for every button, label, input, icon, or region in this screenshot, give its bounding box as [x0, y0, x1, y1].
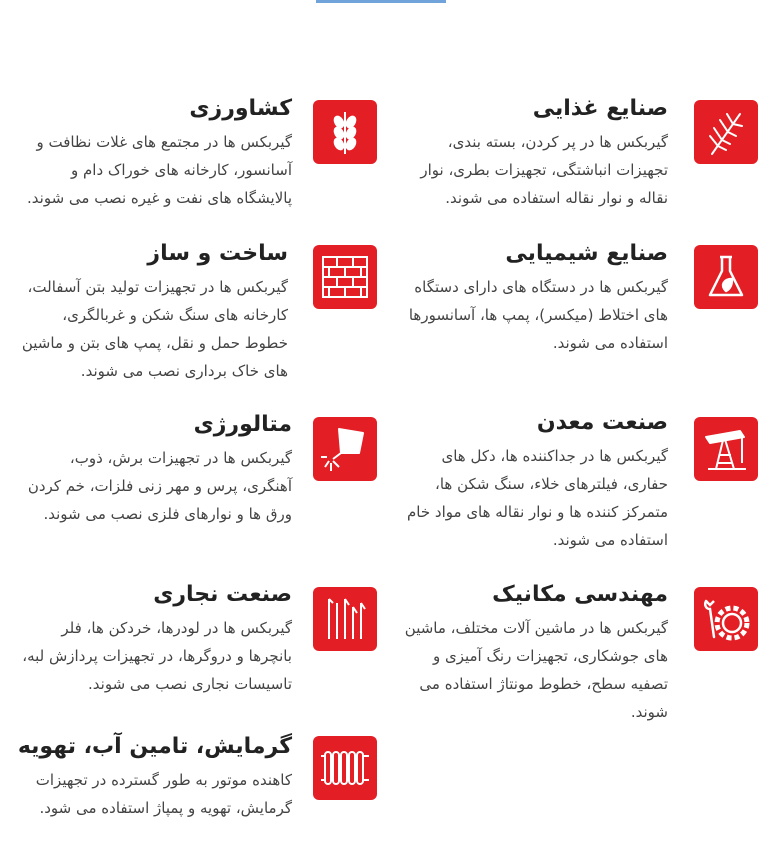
industry-description: گیربکس ها در مجتمع های غلات نظافت و آسانسور، کارخانه های خوراک دام و پالایشگاه های نفت و غیره نصب می شوند.	[27, 133, 292, 207]
industry-title: گرمایش، تامین آب، تهویه	[17, 734, 292, 759]
industry-description: گیربکس ها در پر کردن، بسته بندی، تجهیزات انباشتگی، تجهیزات بطری، نوار نقاله و نوار نقاله استفاده می شوند.	[420, 133, 668, 207]
industry-title: صنایع غذایی	[532, 96, 668, 121]
industry-description: گیربکس ها در تجهیزات تولید بتن آسفالت، کارخانه های سنگ شکن و غربالگری، خطوط حمل و نقل، پمپ های بتن و ماشین های خاک برداری نصب می شوند.	[21, 278, 288, 380]
industry-title: ساخت و ساز	[147, 241, 288, 266]
industry-description: کاهنده موتور به طور گسترده در تجهیزات گرمایش، تهویه و پمپاژ استفاده می شود.	[35, 771, 292, 817]
top-accent-bar	[316, 0, 446, 3]
wheat-icon	[694, 100, 758, 164]
industry-title: مهندسی مکانیک	[492, 582, 668, 607]
industry-description: گیربکس ها در لودرها، خردکن ها، فلر بانچرها و دروگرها، در تجهیزات پردازش لبه، تاسیسات نجاری نصب می شوند.	[22, 619, 292, 693]
industry-title: متالورژی	[193, 412, 292, 437]
gear-wrench-icon	[694, 587, 758, 651]
industry-title: کشاورزی	[189, 96, 292, 121]
lumber-icon	[313, 587, 377, 651]
grain-icon	[313, 100, 377, 164]
industry-description: گیربکس ها در جداکننده ها، دکل های حفاری، فیلترهای خلاء، سنگ شکن ها، متمرکز کننده ها و نوار نقاله های مواد خام استفاده می شوند.	[407, 447, 668, 549]
industry-description: گیربکس ها در دستگاه های دارای دستگاه های اختلاط (میکسر)، پمپ ها، آسانسورها استفاده می شوند.	[408, 278, 668, 352]
oil-pump-icon	[694, 417, 758, 481]
industry-title: صنایع شیمیایی	[505, 241, 668, 266]
brick-wall-icon	[313, 245, 377, 309]
industry-title: صنعت معدن	[536, 410, 668, 435]
ladle-icon	[313, 417, 377, 481]
industry-title: صنعت نجاری	[153, 582, 292, 607]
industry-description: گیربکس ها در ماشین آلات مختلف، ماشین های جوشکاری، تجهیزات رنگ آمیزی و تصفیه سطح، خطوط مونتاژ استفاده می شوند.	[404, 619, 668, 721]
flask-icon	[694, 245, 758, 309]
industry-description: گیربکس ها در تجهیزات برش، ذوب، آهنگری، پرس و مهر زنی فلزات، خم کردن ورق ها و نوارهای فلزی نصب می شوند.	[27, 449, 292, 523]
radiator-icon	[313, 736, 377, 800]
